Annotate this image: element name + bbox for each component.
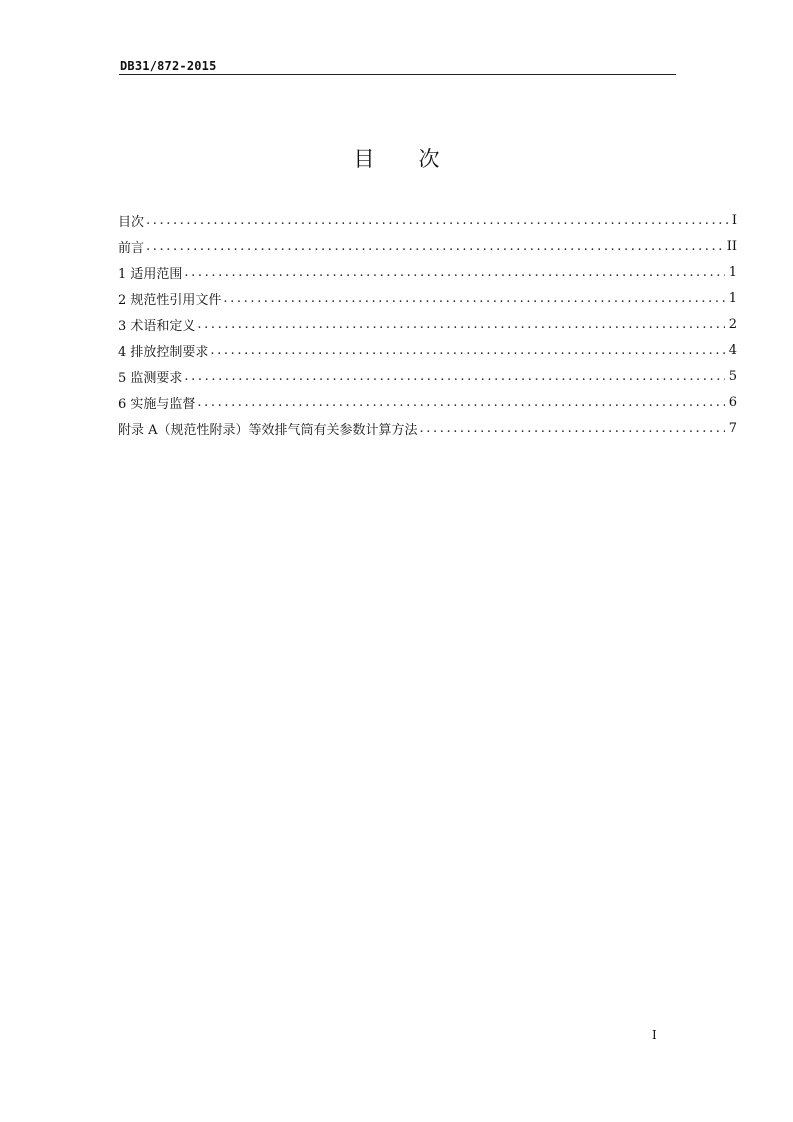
toc-entry-label: 5 监测要求 [118,367,184,386]
toc-entry-label: 附录 A（规范性附录）等效排气筒有关参数计算方法 [118,419,420,438]
toc-title-char-1: 目 [353,147,375,171]
toc-entry-page: 6 [725,395,737,410]
toc-entry-page: 2 [725,317,737,332]
toc-leader-dots [223,291,724,306]
toc-entry[interactable] [118,389,737,415]
toc-entry[interactable] [118,311,737,337]
toc-entry[interactable] [118,337,737,363]
toc-entry-page: 1 [725,265,737,280]
toc-entry-page: 1 [725,291,737,306]
toc-entry-page: I [728,213,737,228]
toc-leader-dots [146,239,723,254]
toc-entry-label: 2 规范性引用文件 [118,289,223,308]
toc-entry[interactable] [118,285,737,311]
toc-leader-dots [184,265,724,280]
header-rule [119,74,676,75]
toc-entry[interactable] [118,259,737,285]
table-of-contents [118,207,737,441]
toc-leader-dots [420,421,725,436]
toc-entry[interactable] [118,207,737,233]
header-code: DB31/872-2015 [120,59,217,73]
toc-entry[interactable] [118,233,737,259]
toc-entry-label: 3 术语和定义 [118,315,197,334]
toc-leader-dots [184,369,724,384]
toc-leader-dots [197,395,724,410]
toc-entry-label: 1 适用范围 [118,263,184,282]
toc-entry-label: 前言 [118,237,146,256]
toc-entry-label: 6 实施与监督 [118,393,197,412]
toc-title-char-2: 次 [418,147,440,171]
toc-title [0,143,793,173]
toc-leader-dots [197,317,724,332]
toc-leader-dots [146,213,728,228]
toc-entry-page: II [723,239,737,254]
toc-entry[interactable] [118,415,737,441]
toc-entry-page: 7 [725,421,737,436]
toc-entry[interactable] [118,363,737,389]
toc-entry-label: 4 排放控制要求 [118,341,210,360]
toc-entry-label: 目次 [118,211,146,230]
toc-entry-page: 5 [725,369,737,384]
toc-entry-page: 4 [725,343,737,358]
toc-leader-dots [210,343,724,358]
page-number: I [652,1028,657,1042]
